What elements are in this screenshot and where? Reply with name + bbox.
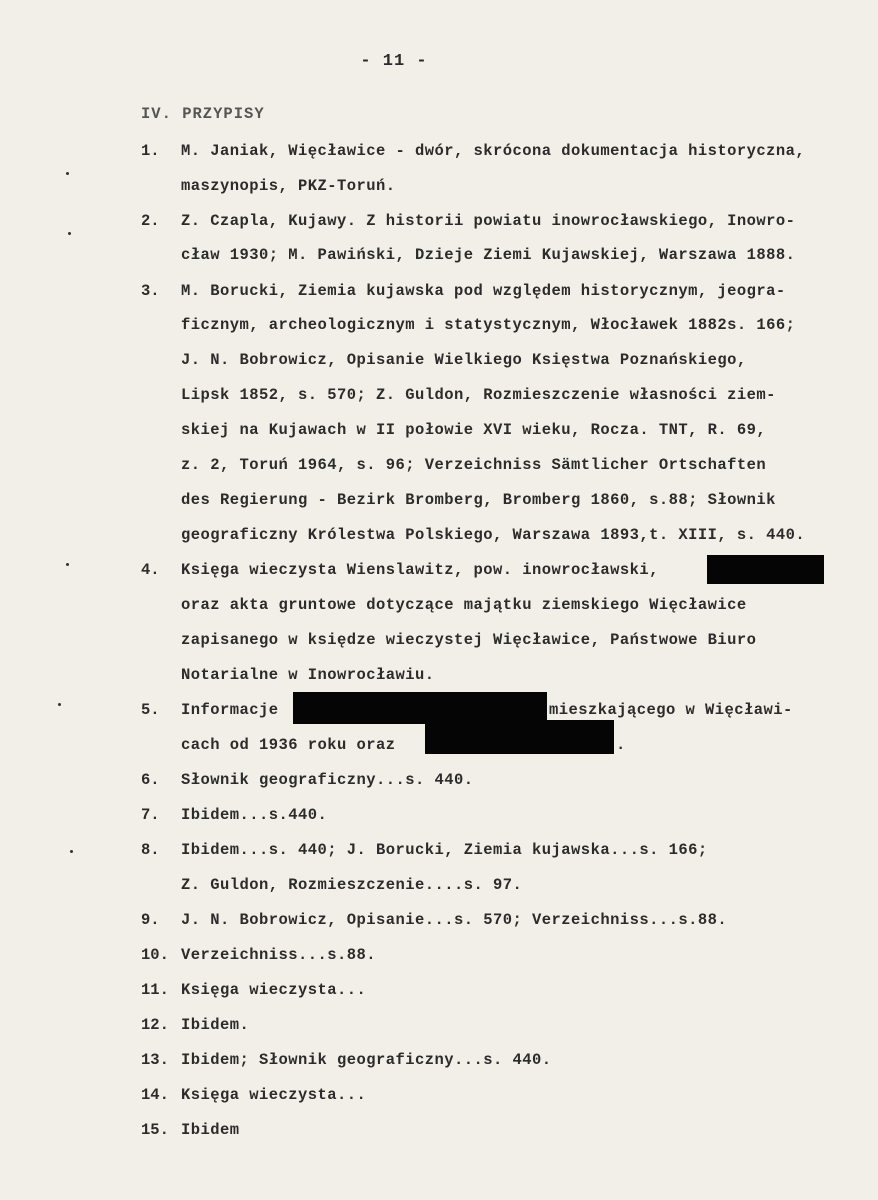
footnote-number-4: 4. (141, 561, 160, 579)
footnote-10-line-1: Verzeichniss...s.88. (181, 946, 377, 964)
footnote-8-line-2: Z. Guldon, Rozmieszczenie....s. 97. (181, 876, 523, 894)
footnote-12-line-1: Ibidem. (181, 1016, 250, 1034)
paper-speck (58, 703, 61, 706)
footnote-number-2: 2. (141, 212, 160, 230)
footnote-4-line-2: oraz akta gruntowe dotyczące majątku ziemskiego Więcławice (181, 596, 747, 614)
footnote-5-line-1a: Informacje (181, 701, 279, 719)
footnote-number-12: 12. (141, 1016, 169, 1034)
footnote-3-line-8: geograficzny Królestwa Polskiego, Warszawa 1893,t. XIII, s. 440. (181, 526, 806, 544)
footnote-2-line-1: Z. Czapla, Kujawy. Z historii powiatu inowrocławskiego, Inowro- (181, 212, 796, 230)
footnote-number-7: 7. (141, 806, 160, 824)
footnote-number-5: 5. (141, 701, 160, 719)
footnote-4-line-3: zapisanego w księdze wieczystej Więcławice, Państwowe Biuro (181, 631, 757, 649)
footnote-15-line-1: Ibidem (181, 1121, 240, 1139)
footnote-number-6: 6. (141, 771, 160, 789)
footnote-14-line-1: Księga wieczysta... (181, 1086, 367, 1104)
footnote-13-line-1: Ibidem; Słownik geograficzny...s. 440. (181, 1051, 552, 1069)
footnote-number-13: 13. (141, 1051, 169, 1069)
footnote-1-line-2: maszynopis, PKZ-Toruń. (181, 177, 396, 195)
footnote-number-15: 15. (141, 1121, 169, 1139)
footnote-2-line-2: cław 1930; M. Pawiński, Dzieje Ziemi Kujawskiej, Warszawa 1888. (181, 246, 796, 264)
footnote-5-line-2b: . (616, 736, 626, 754)
footnote-number-9: 9. (141, 911, 160, 929)
footnote-number-1: 1. (141, 142, 160, 160)
redaction-box (707, 555, 824, 584)
footnote-5-line-1b: mieszkającego w Więcławi- (549, 701, 793, 719)
footnote-3-line-2: ficznym, archeologicznym i statystycznym, Włocławek 1882s. 166; (181, 316, 796, 334)
footnote-9-line-1: J. N. Bobrowicz, Opisanie...s. 570; Verzeichniss...s.88. (181, 911, 728, 929)
footnote-3-line-4: Lipsk 1852, s. 570; Z. Guldon, Rozmieszczenie własności ziem- (181, 386, 776, 404)
footnote-4-line-4: Notarialne w Inowrocławiu. (181, 666, 435, 684)
footnote-6-line-1: Słownik geograficzny...s. 440. (181, 771, 474, 789)
paper-speck (68, 232, 71, 235)
footnote-11-line-1: Księga wieczysta... (181, 981, 367, 999)
footnote-8-line-1: Ibidem...s. 440; J. Borucki, Ziemia kujawska...s. 166; (181, 841, 708, 859)
footnote-3-line-7: des Regierung - Bezirk Bromberg, Bromberg 1860, s.88; Słownik (181, 491, 776, 509)
paper-speck (66, 172, 69, 175)
footnote-1-line-1: M. Janiak, Więcławice - dwór, skrócona dokumentacja historyczna, (181, 142, 806, 160)
footnote-3-line-5: skiej na Kujawach w II połowie XVI wieku, Rocza. TNT, R. 69, (181, 421, 767, 439)
footnote-3-line-6: z. 2, Toruń 1964, s. 96; Verzeichniss Sämtlicher Ortschaften (181, 456, 767, 474)
footnote-3-line-1: M. Borucki, Ziemia kujawska pod względem historycznym, jeogra- (181, 282, 786, 300)
page-number: - 11 - (360, 52, 428, 71)
footnote-number-11: 11. (141, 981, 169, 999)
redaction-box (425, 720, 614, 754)
footnote-number-10: 10. (141, 946, 169, 964)
footnote-3-line-3: J. N. Bobrowicz, Opisanie Wielkiego Księstwa Poznańskiego, (181, 351, 747, 369)
footnote-number-3: 3. (141, 282, 160, 300)
footnote-4-line-1: Księga wieczysta Wienslawitz, pow. inowrocławski, (181, 561, 659, 579)
footnote-5-line-2a: cach od 1936 roku oraz (181, 736, 396, 754)
paper-speck (70, 850, 73, 853)
footnote-number-8: 8. (141, 841, 160, 859)
section-heading: IV. PRZYPISY (141, 105, 265, 123)
footnote-number-14: 14. (141, 1086, 169, 1104)
paper-speck (66, 563, 69, 566)
footnote-7-line-1: Ibidem...s.440. (181, 806, 328, 824)
